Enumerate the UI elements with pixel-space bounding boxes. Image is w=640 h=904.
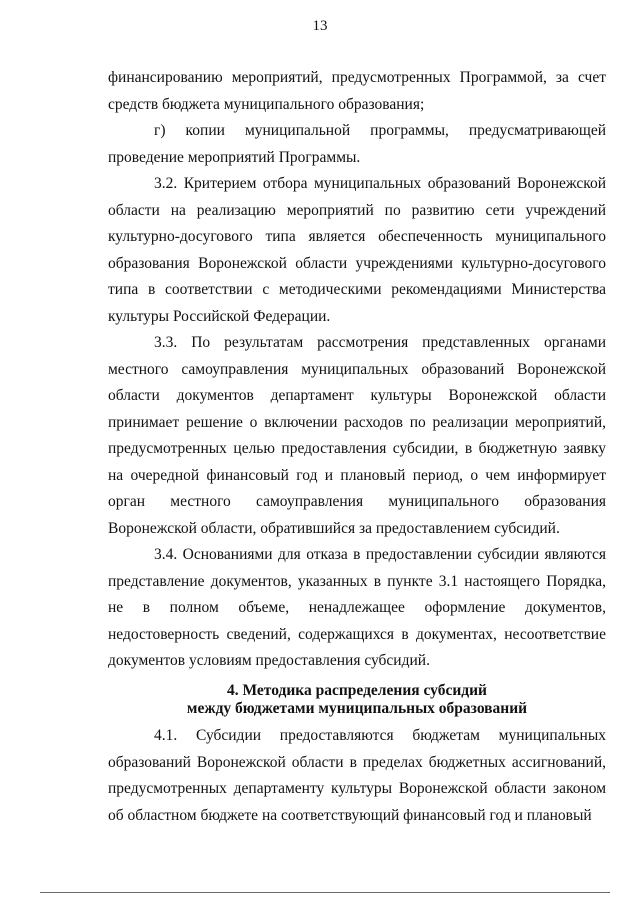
section-heading: [108, 682, 606, 718]
paragraph-3-4: 3.4. Основаниями для отказа в предоставлении субсидии являются представление документов, указанных в пункте 3.1 настоящего Порядка, не в полном объеме, ненадлежащее оформление документов, недостоверность сведений, содержащихся в документах, несоответствие документов условиям предоставления субсидий.: [108, 546, 606, 669]
page-number: 13: [312, 18, 328, 34]
paragraph-3-2: 3.2. Критерием отбора муниципальных образований Воронежской области на реализацию мероприятий по развитию сети учреждений культурно-досугового типа является обеспеченность муниципального образования Воронежской области учреждениями культурно-досугового типа в соответствии с методическими рекомендациями Министерства культуры Российской Федерации.: [108, 175, 606, 325]
paragraph-4-1: 4.1. Субсидии предоставляются бюджетам муниципальных образований Воронежской области в пределах бюджетных ассигнований, предусмотренных департаменту культуры Воронежской области законом об областном бюджете на соответствующий финансовый год и плановый: [108, 727, 606, 824]
section-heading-line2: между бюджетами муниципальных образований: [186, 700, 528, 717]
paragraph-item-g: г) копии муниципальной программы, предусматривающей проведение мероприятий Программы.: [108, 122, 606, 166]
bottom-edge-line: [40, 892, 610, 893]
paragraph-3-3: 3.3. По результатам рассмотрения представленных органами местного самоуправления муниципальных образований Воронежской области документов департамент культуры Воронежской области принимает решение о включении расходов по реализации мероприятий, предусмотренных целью предоставления субсидии, в бюджетную заявку на очередной финансовый год и плановый период, о чем информирует орган местного самоуправления муниципального образования Воронежской области, обратившийся за предоставлением субсидий.: [108, 334, 606, 537]
section-heading-line1: 4. Методика распределения субсидий: [227, 682, 487, 699]
paragraph-continuation: финансированию мероприятий, предусмотренных Программой, за счет средств бюджета муниципального образования;: [108, 69, 606, 113]
